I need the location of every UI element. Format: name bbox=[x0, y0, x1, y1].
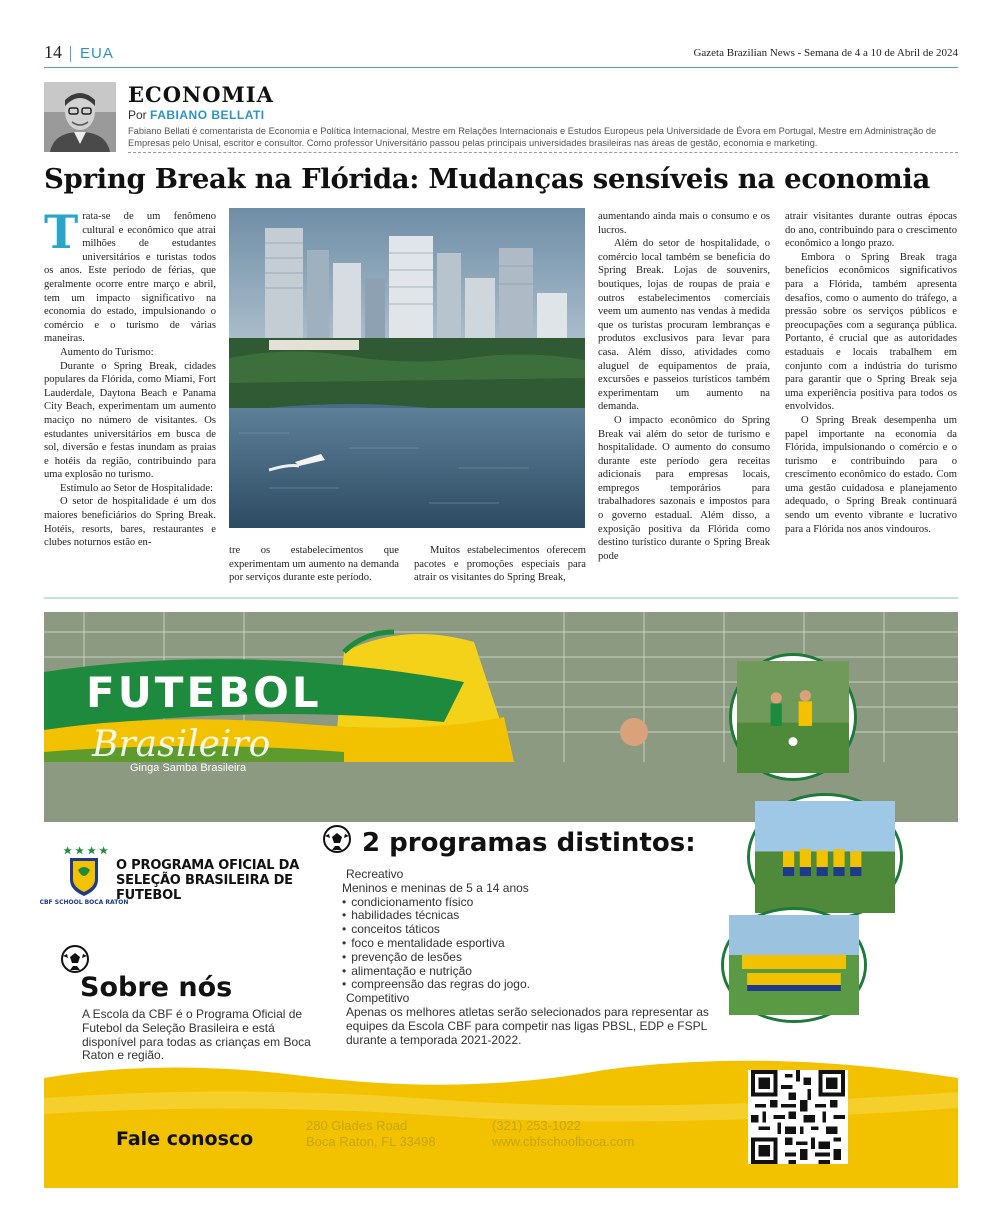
article-paragraph: Embora o Spring Break traga benefícios econômicos significativos para a Flórida, também apresenta desafios, como o aumento do tráfego, a pressão sobre os serviços públicos e preocupações com a segurança pública. Portanto, é crucial que as autoridades estaduais e locais trabalhem em conjunto com a indústria do turismo para garantir que o Spring Break seja uma experiência positiva para todos os envolvidos. bbox=[785, 251, 957, 413]
competitivo-label: Competitivo bbox=[346, 991, 410, 1006]
masthead bbox=[44, 40, 958, 68]
author-photo bbox=[44, 82, 116, 152]
programs-title: 2 programas distintos: bbox=[362, 828, 696, 858]
ad-title: FUTEBOL bbox=[86, 668, 322, 717]
recreativo-ages: Meninos e meninas de 5 a 14 anos bbox=[342, 880, 529, 895]
about-text: A Escola da CBF é o Programa Oficial de Futebol da Seleção Brasileira e está disponível para todas as crianças em Boca Raton e região. bbox=[82, 1007, 311, 1063]
recreativo-list bbox=[342, 896, 732, 993]
article-column-3 bbox=[598, 210, 770, 563]
article-subheading: Estímulo ao Setor de Hospitalidade: bbox=[60, 482, 213, 494]
byline-prefix: Por bbox=[128, 108, 147, 122]
page-number: 14 bbox=[44, 42, 62, 62]
qr-code[interactable] bbox=[748, 1070, 848, 1164]
address bbox=[306, 1118, 436, 1150]
publication-info: Gazeta Brazilian News - Semana de 4 a 10 de Abril de 2024 bbox=[693, 47, 958, 59]
article-column-4 bbox=[785, 210, 957, 536]
masthead-separator bbox=[70, 46, 71, 62]
author-bio: Fabiano Bellati é comentarista de Economia e Política Internacional, Mestre em Relações Internacionais e Estudos Europeus pela Universidade de Évora em Portugal, Mestre em Administração de Empresas pelo Unisal, escritor e consultor. Como professor Universitário passou pelas principais universidades brasileiras nas áreas de gestão, economia e marketing. bbox=[128, 126, 958, 153]
author-name: FABIANO BELLATI bbox=[150, 108, 265, 122]
programs-description bbox=[342, 868, 732, 1047]
article-column-2 bbox=[229, 544, 399, 585]
website-link[interactable]: www.cbfschoolboca.com bbox=[492, 1134, 635, 1149]
cbf-school-advertisement bbox=[39, 612, 958, 1188]
list-item: • foco e mentalidade esportiva bbox=[342, 937, 732, 951]
list-item: • prevenção de lesões bbox=[342, 951, 732, 965]
article-paragraph: O Spring Break desempenha um papel importante na economia da Flórida, impulsionando o comércio e o turismo e contribuindo para o crescimento econômico do estado. Com uma gestão cuidadosa e planejamento adequado, o Spring Break continuará sendo um evento vibrante e lucrativo para a Flórida nos anos vindouros. bbox=[785, 414, 957, 535]
article-paragraph: Muitos estabelecimentos oferecem pacotes e promoções especiais para atrair os visitantes do Spring Break, bbox=[414, 545, 586, 584]
article-paragraph: tre os estabelecimentos que experimentam um aumento na demanda por serviços durante este período. bbox=[229, 545, 399, 584]
phone-number: (321) 253-1022 bbox=[492, 1118, 581, 1133]
list-item: • conceitos táticos bbox=[342, 923, 732, 937]
section-divider bbox=[44, 597, 958, 599]
about-title: Sobre nós bbox=[80, 972, 233, 1003]
article-paragraph: O impacto econômico do Spring Break vai além do setor de turismo e hospitalidade. O aumento do consumo durante este período gera receitas adicionais para empresas locais, empregos temporários para trabalhadores sazonais e impostos para o governo estadual. Além disso, a exposição positiva da Flórida como destino turístico durante o Spring Break pode bbox=[598, 414, 770, 562]
drop-cap: T bbox=[44, 205, 79, 259]
section-name: EUA bbox=[80, 45, 114, 62]
official-program-label: O PROGRAMA OFICIAL DA SELEÇÃO BRASILEIRA DE FUTEBOL bbox=[116, 858, 300, 903]
address-line-1: 280 Glades Road bbox=[306, 1118, 408, 1133]
contact-heading: Fale conosco bbox=[116, 1128, 254, 1150]
competitivo-text: Apenas os melhores atletas serão selecionados para representar as equipes da Escola CBF para competir nas ligas PBSL, EDP e FSPL durante a temporada 2021-2022. bbox=[346, 1004, 709, 1047]
article-paragraph: atrair visitantes durante outras épocas do ano, contribuindo para o crescimento econômico a longo prazo. bbox=[785, 211, 957, 250]
soccer-ball-icon bbox=[322, 824, 352, 854]
article-paragraph: O setor de hospitalidade é um dos maiores beneficiários do Spring Break. Hotéis, resorts, bares, restaurantes e clubes noturnos estão en- bbox=[44, 496, 216, 549]
miami-skyline-photo bbox=[229, 208, 585, 528]
recreativo-label: Recreativo bbox=[346, 867, 404, 881]
soccer-ball-icon bbox=[60, 944, 90, 974]
byline bbox=[128, 108, 265, 122]
team-photo-small bbox=[750, 796, 900, 918]
list-item: • compreensão das regras do jogo. bbox=[342, 978, 732, 992]
article-headline: Spring Break na Flórida: Mudanças sensíveis na economia bbox=[44, 163, 931, 195]
article-column-3-bottom bbox=[414, 544, 586, 585]
list-item: • alimentação e nutrição bbox=[342, 965, 732, 979]
team-photo-large bbox=[724, 910, 864, 1020]
list-item: • habilidades técnicas bbox=[342, 909, 732, 923]
cbf-logo-text: CBF SCHOOL BOCA RATON bbox=[39, 899, 129, 906]
column-title: ECONOMIA bbox=[128, 82, 274, 107]
list-item: • condicionamento físico bbox=[342, 896, 732, 910]
ad-tagline: Ginga Samba Brasileira bbox=[130, 762, 247, 774]
article-paragraph: Trata-se de um fenômeno cultural e econômico que atrai milhões de estudantes universitários e turistas todos os anos. Este período de férias, que geralmente ocorre entre março e abril, tem um impacto significativo na economia do estado, impulsionando o comércio e o turismo de várias maneiras. bbox=[44, 205, 216, 345]
article-subheading: Aumento do Turismo: bbox=[60, 346, 154, 358]
cbf-school-logo bbox=[39, 844, 129, 914]
kids-playing-photo bbox=[732, 656, 854, 778]
article-paragraph: aumentando ainda mais o consumo e os lucros. bbox=[598, 211, 770, 236]
article-paragraph: Durante o Spring Break, cidades populares da Flórida, como Miami, Fort Lauderdale, Daytona Beach e Panama City Beach, experimentam um aumento maciço no número de visitantes. Os estudantes universitários em busca de sol, diversão e festas inundam as praias e hotéis da região, contribuindo para uma explosão no turismo. bbox=[44, 360, 216, 481]
address-line-2: Boca Raton, FL 33498 bbox=[306, 1134, 436, 1149]
article-column-1 bbox=[44, 205, 216, 550]
article-paragraph: Além do setor de hospitalidade, o comércio local também se beneficia do Spring Break. Lojas de souvenirs, boutiques, lojas de roupas de praia e outros estabelecimentos comerciais veem um aumento nas vendas à medida que os turistas procuram lembranças e produtos exclusivos para levar para casa. Além disso, atividades como aluguel de equipamentos de praia, excursões e passeios turísticos também experimentam um aumento na demanda. bbox=[598, 238, 770, 413]
ad-subtitle: Brasileiro bbox=[92, 724, 271, 765]
contact-info bbox=[492, 1118, 634, 1150]
